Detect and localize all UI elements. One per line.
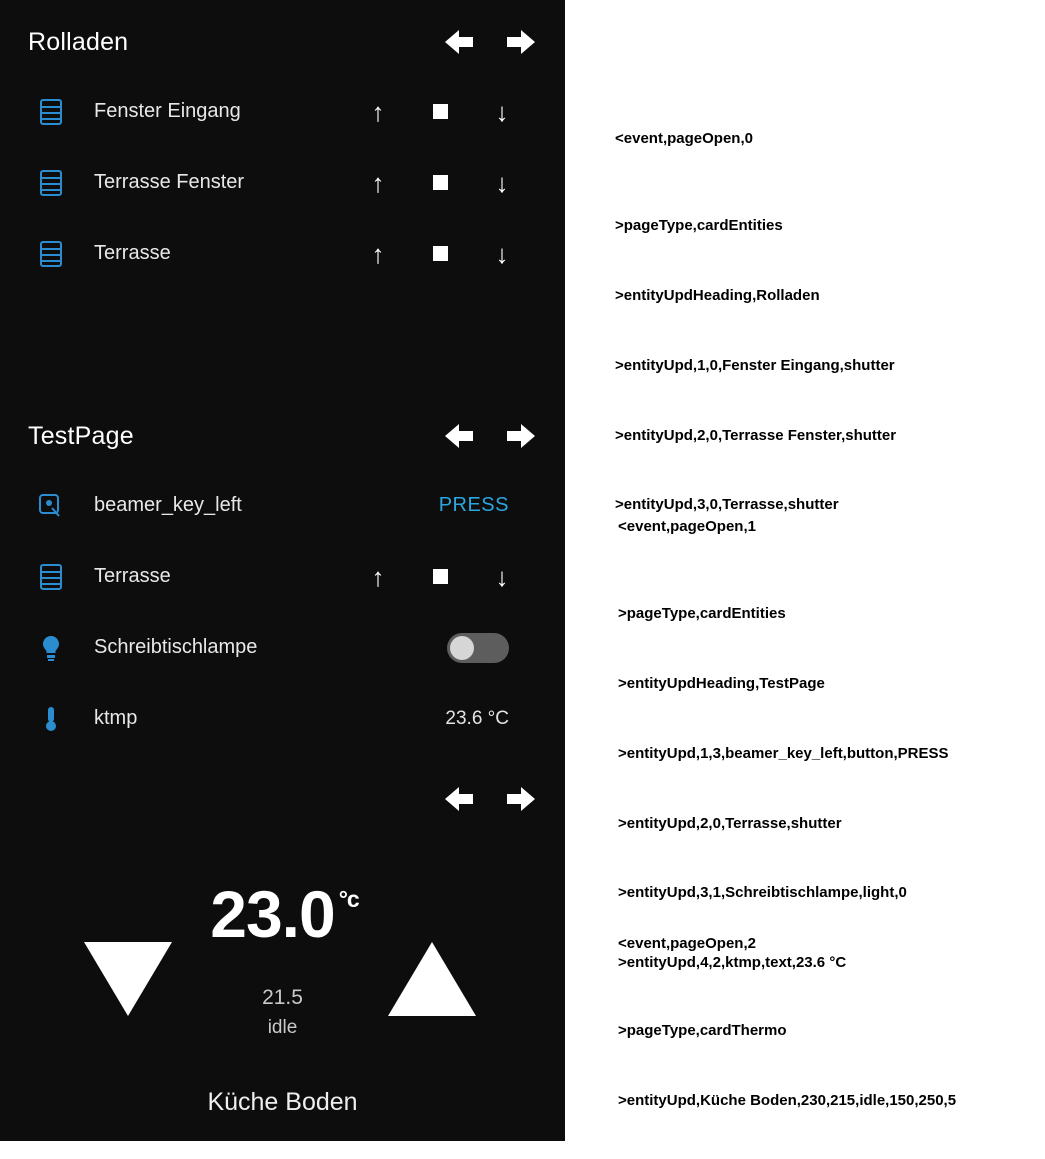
card-header	[0, 14, 565, 70]
card-testpage	[0, 408, 565, 754]
list-item[interactable]	[0, 218, 565, 289]
log-line: >entityUpdHeading,Rolladen	[615, 287, 820, 304]
log-line: >pageType,cardEntities	[615, 217, 783, 235]
shutter-stop-button[interactable]	[427, 168, 453, 198]
thermo-body	[0, 814, 565, 1044]
log-line: >entityUpd,Küche Boden,230,215,idle,150,250,5	[618, 1092, 957, 1109]
page-title: TestPage	[28, 421, 134, 450]
log-line: >entityUpd,3,1,Schreibtischlampe,light,0	[618, 884, 907, 902]
log-event: <event,pageOpen,0	[615, 129, 753, 147]
shutter-icon	[34, 241, 68, 267]
thermometer-icon	[34, 705, 68, 733]
list-item	[0, 683, 565, 754]
left-arrow-icon[interactable]	[439, 784, 477, 814]
log-line: >entityUpd,2,0,Terrasse Fenster,shutter	[615, 426, 897, 444]
entity-label: Schreibtischlampe	[94, 636, 258, 658]
entity-label: ktmp	[94, 707, 138, 729]
entity-label: Terrasse	[94, 565, 171, 587]
entity-label: Fenster Eingang	[94, 100, 241, 122]
entity-list	[0, 70, 565, 289]
bulb-icon	[34, 634, 68, 662]
log-line: >entityUpd,2,0,Terrasse,shutter	[618, 814, 842, 832]
log-line: >entityUpd,1,0,Fenster Eingang,shutter	[615, 356, 895, 374]
thermo-name: Küche Boden	[207, 1088, 358, 1116]
entity-label: beamer_key_left	[94, 494, 242, 516]
shutter-icon	[34, 170, 68, 196]
shutter-down-button[interactable]: ↓	[495, 238, 509, 269]
right-arrow-icon[interactable]	[503, 27, 541, 57]
right-arrow-icon[interactable]	[503, 784, 541, 814]
shutter-controls	[365, 239, 545, 269]
log-line: >entityUpd,3,0,Terrasse,shutter	[615, 496, 839, 514]
log-event: <event,pageOpen,2	[618, 934, 756, 952]
log-line: >entityUpd,4,2,ktmp,text,23.6 °C	[618, 954, 847, 971]
press-button[interactable]: PRESS	[438, 494, 509, 516]
shutter-stop-button[interactable]	[427, 239, 453, 269]
nav-arrows	[439, 27, 541, 57]
left-arrow-icon[interactable]	[439, 421, 477, 451]
current-temperature	[0, 876, 565, 952]
right-arrow-icon[interactable]	[503, 421, 541, 451]
entity-label: Terrasse	[94, 242, 171, 264]
log-line: >entityUpd,1,3,beamer_key_left,button,PRESS	[618, 744, 949, 762]
log-event: <event,pageOpen,1	[618, 517, 756, 535]
page-title: Rolladen	[28, 27, 129, 56]
thermo-state: idle	[267, 1017, 298, 1038]
left-arrow-icon[interactable]	[439, 27, 477, 57]
shutter-up-button[interactable]: ↑	[371, 96, 385, 127]
nav-arrows	[0, 770, 565, 814]
temperature-unit: °c	[338, 886, 359, 912]
shutter-icon	[34, 99, 68, 125]
card-rolladen	[0, 14, 565, 289]
target-temperature: 21.5	[262, 986, 303, 1009]
shutter-up-button[interactable]: ↑	[371, 561, 385, 592]
light-toggle[interactable]	[447, 633, 509, 663]
shutter-controls	[365, 168, 545, 198]
shutter-down-button[interactable]: ↓	[495, 561, 509, 592]
card-thermo	[0, 770, 565, 1141]
log-line: >pageType,cardEntities	[618, 605, 786, 623]
entity-value: 23.6 °C	[445, 707, 509, 729]
shutter-up-button[interactable]: ↑	[371, 167, 385, 198]
card-header	[0, 408, 565, 464]
shutter-down-button[interactable]: ↓	[495, 167, 509, 198]
toggle-knob	[450, 636, 474, 660]
log-group-2	[618, 885, 956, 1159]
shutter-stop-button[interactable]	[427, 97, 453, 127]
shutter-controls	[365, 97, 545, 127]
protocol-log	[565, 0, 1045, 1141]
shutter-stop-button[interactable]	[427, 562, 453, 592]
shutter-icon	[34, 564, 68, 590]
log-line: >pageType,cardThermo	[618, 1022, 787, 1040]
nav-arrows	[439, 421, 541, 451]
list-item[interactable]	[0, 76, 565, 147]
list-item[interactable]	[0, 612, 565, 683]
entity-list	[0, 464, 565, 754]
shutter-down-button[interactable]: ↓	[495, 96, 509, 127]
log-line: >entityUpdHeading,TestPage	[618, 675, 825, 692]
list-item[interactable]	[0, 147, 565, 218]
shutter-controls	[365, 562, 545, 592]
entity-label: Terrasse Fenster	[94, 171, 245, 193]
list-item[interactable]	[0, 470, 565, 541]
current-temperature-value: 23.0	[210, 877, 335, 951]
shutter-up-button[interactable]: ↑	[371, 238, 385, 269]
list-item[interactable]	[0, 541, 565, 612]
button-icon	[34, 493, 68, 519]
